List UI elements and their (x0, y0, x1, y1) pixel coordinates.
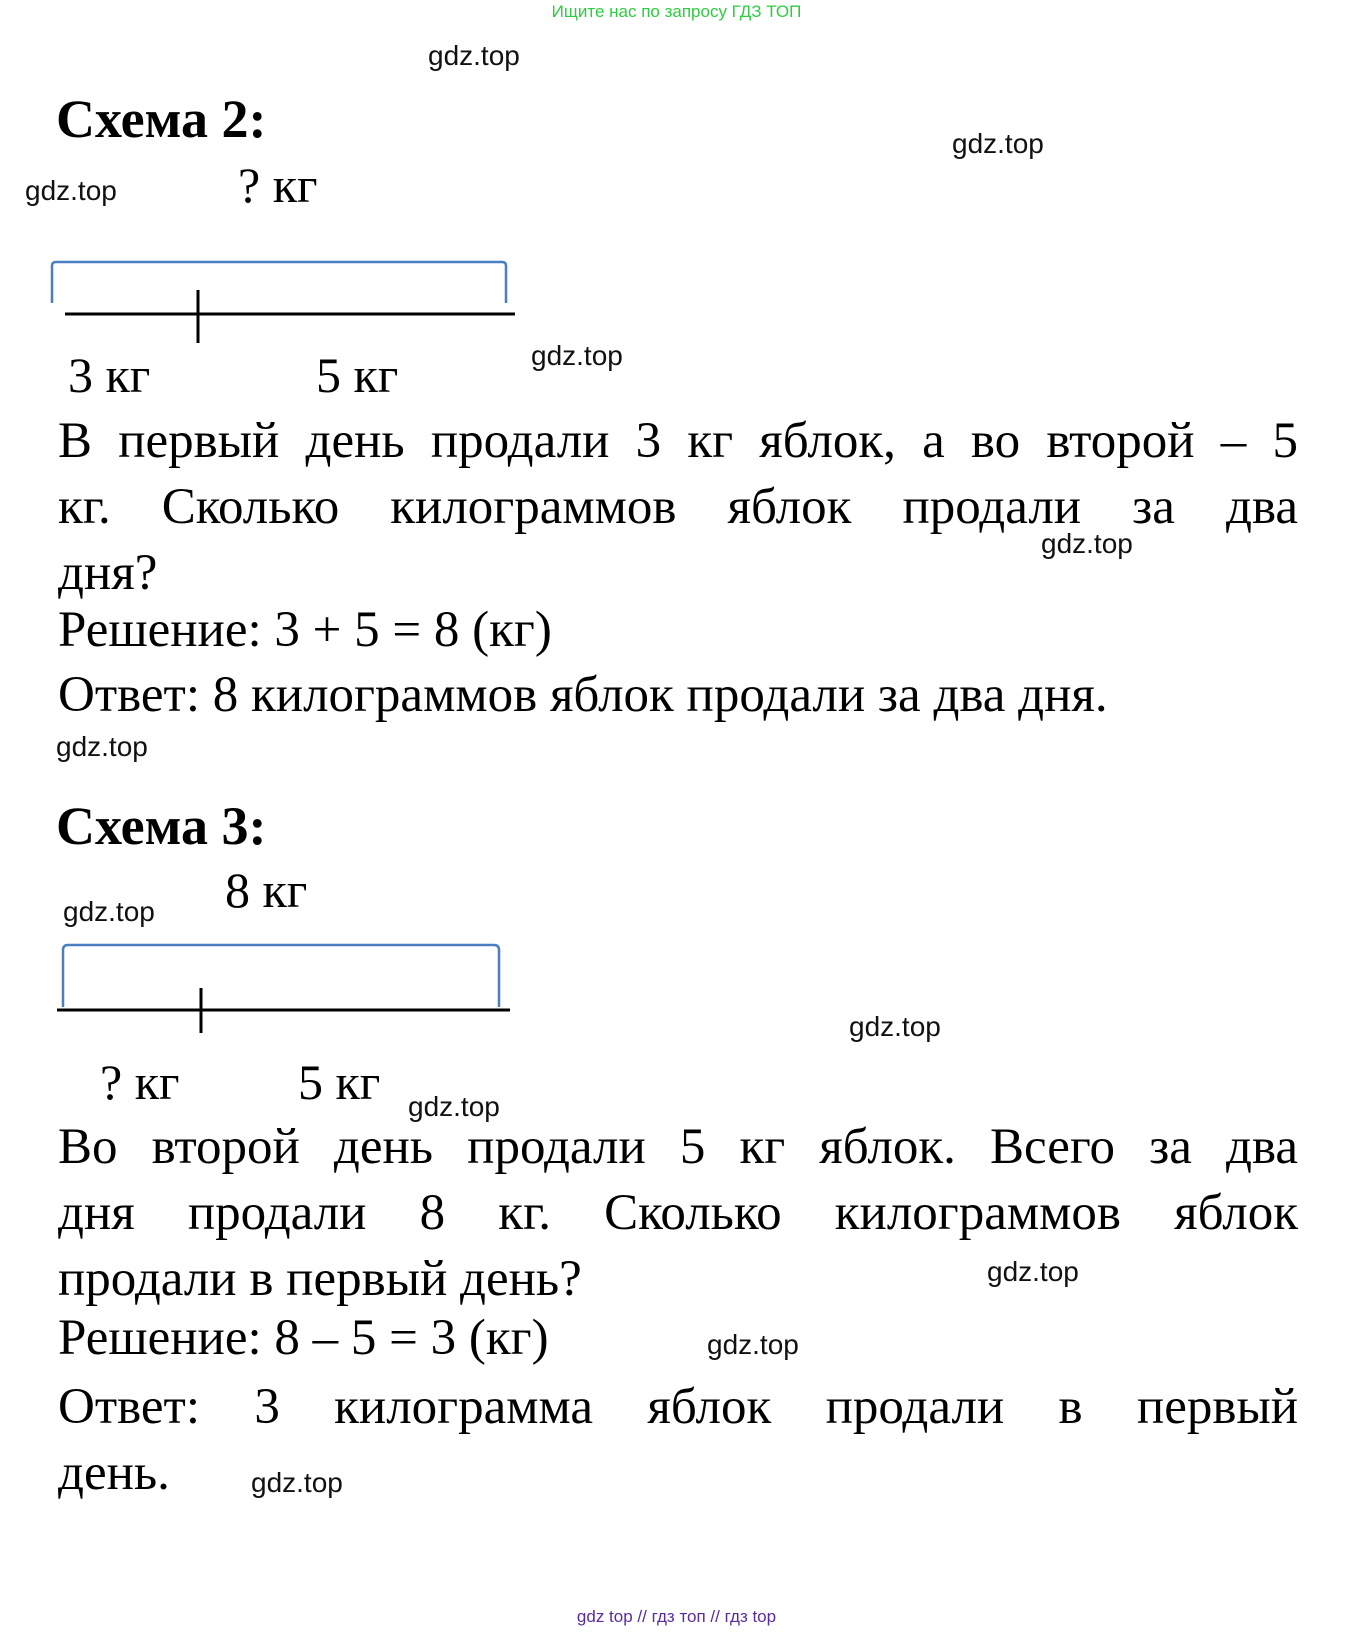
watermark: gdz.top (707, 1329, 799, 1360)
top-banner: Ищите нас по запросу ГДЗ ТОП (551, 2, 802, 21)
watermark: gdz.top (56, 731, 148, 762)
watermark: gdz.top (408, 1091, 500, 1122)
scheme2-solution: Решение: 3 + 5 = 8 (кг) (58, 602, 552, 658)
watermark: gdz.top (952, 128, 1044, 159)
scheme2-right-label: 5 кг (316, 347, 399, 403)
scheme3-answer (58, 1374, 1298, 1506)
watermark: gdz.top (849, 1011, 941, 1042)
scheme2-left-label: 3 кг (68, 347, 151, 403)
scheme3-answer-line: Ответ: 3 килограмма яблок продали в первый (58, 1379, 1298, 1435)
watermark: gdz.top (987, 1256, 1079, 1287)
scheme3-problem (58, 1114, 1298, 1312)
scheme2-total-label: ? кг (238, 157, 318, 213)
scheme2-brace (52, 262, 506, 303)
watermark: gdz.top (531, 340, 623, 371)
watermark: gdz.top (25, 175, 117, 206)
scheme3-right-label: 5 кг (298, 1054, 381, 1110)
scheme2-problem (58, 408, 1298, 606)
scheme2-heading: Схема 2: (56, 89, 267, 149)
watermark: gdz.top (428, 40, 520, 71)
footer-links: gdz top // гдз топ // гдз top (576, 1607, 777, 1626)
scheme3-total-label: 8 кг (225, 862, 308, 918)
scheme2-problem-line: кг. Сколько килограммов яблок продали за два (58, 479, 1298, 535)
scheme3-solution: Решение: 8 – 5 = 3 (кг) (58, 1310, 549, 1366)
scheme3-heading: Схема 3: (56, 796, 267, 856)
scheme3-answer-line: день. (58, 1445, 170, 1501)
watermark: gdz.top (1041, 528, 1133, 559)
scheme2-answer: Ответ: 8 килограммов яблок продали за два дня. (58, 667, 1108, 723)
watermark: gdz.top (63, 896, 155, 927)
scheme3-brace (63, 945, 499, 1007)
scheme3-problem-line: Во второй день продали 5 кг яблок. Всего за два (58, 1119, 1298, 1175)
scheme3-problem-line: продали в первый день? (58, 1251, 582, 1307)
scheme3-problem-line: дня продали 8 кг. Сколько килограммов яблок (58, 1185, 1298, 1241)
scheme2-problem-line: дня? (58, 545, 158, 601)
scheme2-problem-line: В первый день продали 3 кг яблок, а во второй – 5 (58, 413, 1298, 469)
scheme3-left-label: ? кг (100, 1054, 180, 1110)
watermark: gdz.top (251, 1467, 343, 1498)
